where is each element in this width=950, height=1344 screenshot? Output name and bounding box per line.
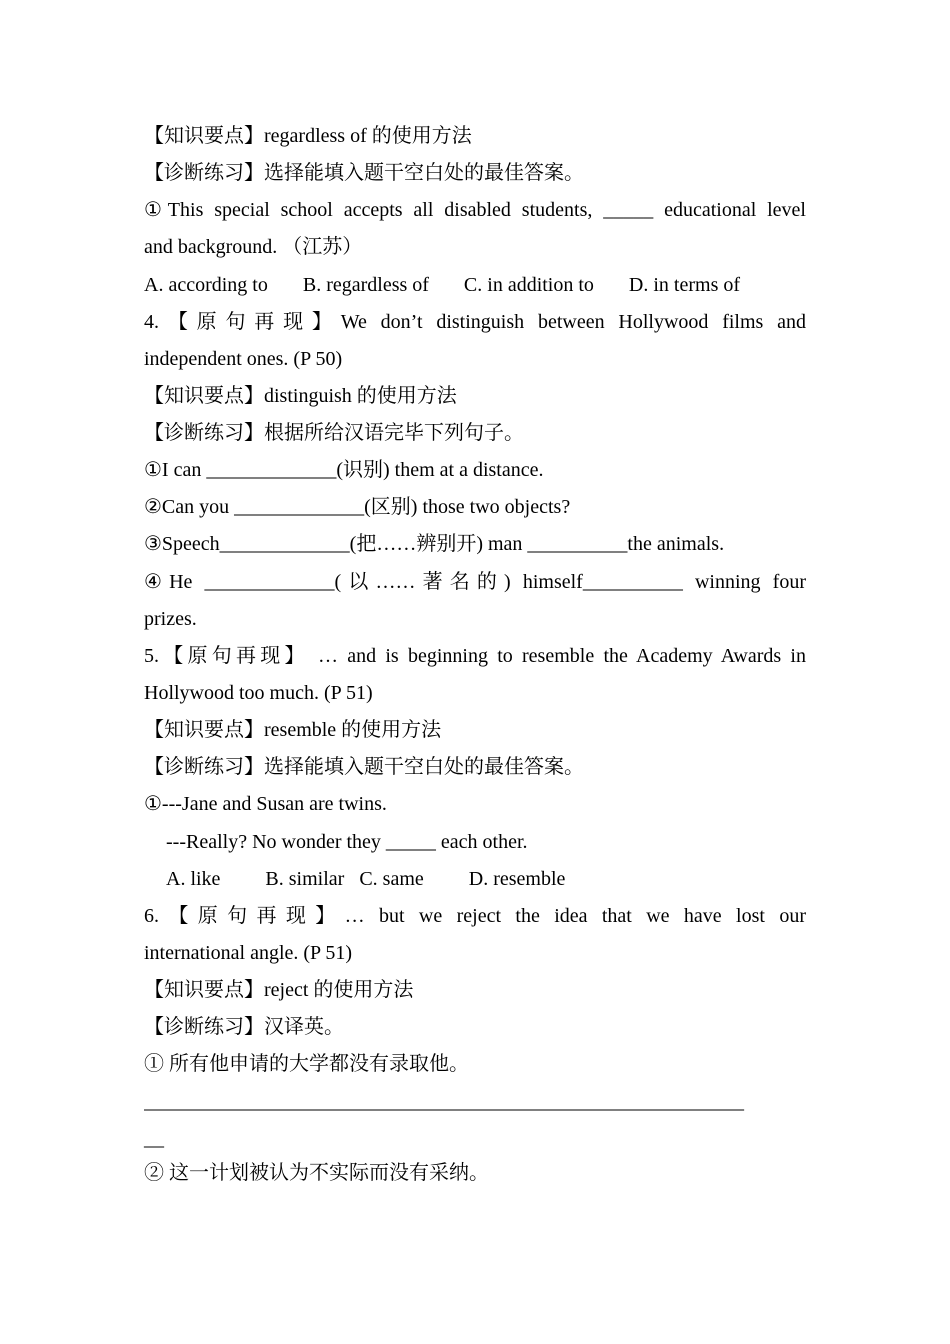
question-text: prizes. [144,608,197,630]
question-text: ②Can you _____________(区别) those two objects? [144,496,571,518]
question-text: ---Really? No wonder they _____ each other. [166,831,528,853]
knowledge-point-heading: 【知识要点】regardless of 的使用方法 [144,125,472,147]
question-text: ①---Jane and Susan are twins. [144,793,387,815]
diagnostic-exercise-heading: 【诊断练习】汉译英。 [144,1016,344,1038]
diagnostic-exercise-heading: 【诊断练习】根据所给汉语完毕下列句子。 [144,422,524,444]
question-text: ① 所有他申请的大学都没有录取他。 [144,1053,469,1075]
knowledge-point-heading: 【知识要点】resemble 的使用方法 [144,719,442,741]
diagnostic-exercise-heading: 【诊断练习】选择能填入题干空白处的最佳答案。 [144,756,584,778]
question-text: ③Speech_____________(把……辨别开) man __________the animals. [144,533,725,555]
knowledge-point-heading: 【知识要点】distinguish 的使用方法 [144,385,457,407]
answer-options: A. according to B. regardless of C. in addition to D. in terms of [144,274,741,296]
original-sentence: 4.【原句再现】We don’t distinguish between Hollywood films and [144,311,806,333]
original-sentence: international angle. (P 51) [144,942,353,964]
question-text: and background. （江苏） [144,236,363,258]
knowledge-point-heading: 【知识要点】reject 的使用方法 [144,979,414,1001]
question-text: ④He _____________(以……著名的) himself__________ winning four [144,571,806,593]
answer-blank-line: __ [144,1128,164,1150]
diagnostic-exercise-heading: 【诊断练习】选择能填入题干空白处的最佳答案。 [144,162,584,184]
original-sentence: independent ones. (P 50) [144,348,343,370]
original-sentence: 6.【原句再现】… but we reject the idea that we have lost our [144,905,806,927]
question-text: ② 这一计划被认为不实际而没有采纳。 [144,1162,489,1184]
question-text: ①This special school accepts all disabled students, _____ educational level [144,199,806,221]
answer-options: A. like B. similar C. same D. resemble [166,868,566,890]
original-sentence: Hollywood too much. (P 51) [144,682,373,704]
original-sentence: 5.【原句再现】 … and is beginning to resemble the Academy Awards in [144,645,806,667]
answer-blank-line: ____________________________________________________________ [144,1091,744,1113]
question-text: ①I can _____________(识别) them at a distance. [144,459,544,481]
